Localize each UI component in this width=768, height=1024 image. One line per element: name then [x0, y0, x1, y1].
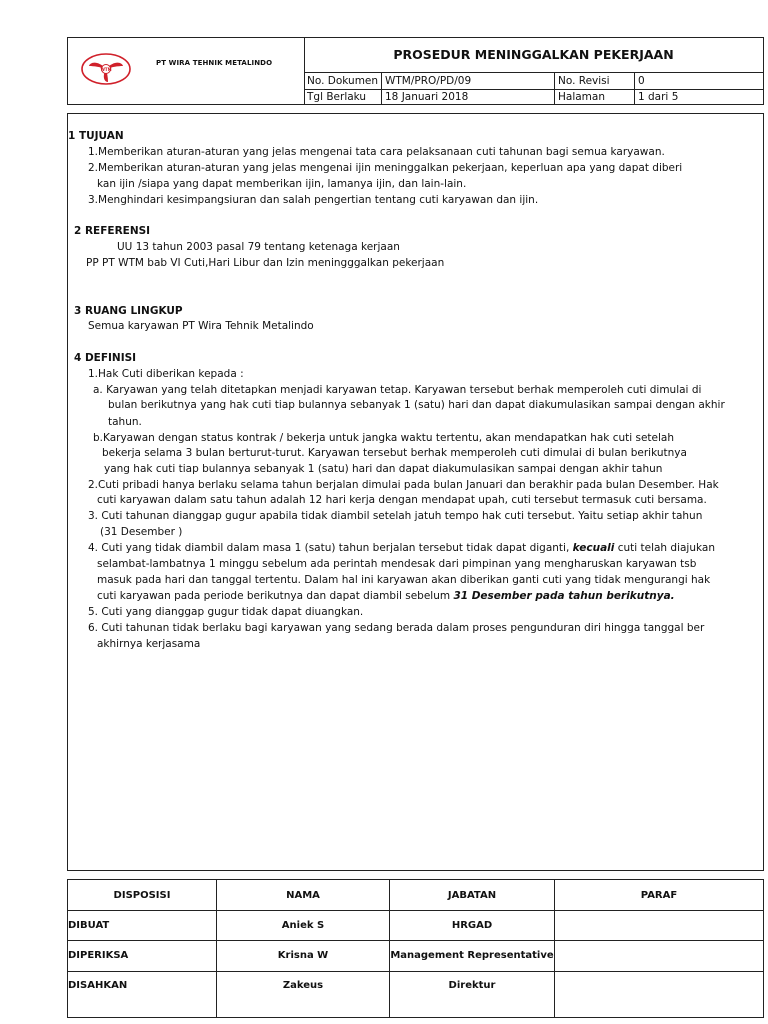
document-header [67, 37, 764, 105]
definisi-text: 4. Cuti yang tidak diambil dalam masa 1 (satu) tahun berjalan tersebut tidak dapat diganti, [88, 542, 573, 554]
section-tujuan-title: 1 TUJUAN [68, 130, 124, 142]
definisi-line: 6. Cuti tahunan tidak berlaku bagi karyawan yang sedang berada dalam proses pengunduran diri hingga tanggal ber [88, 622, 705, 634]
nama-cell: Zakeus [217, 971, 390, 1017]
definisi-line: 2.Cuti pribadi hanya berlaku selama tahun berjalan dimulai pada bulan Januari dan berakhir pada bulan Desember. Hak [88, 479, 719, 491]
section-definisi-title: 4 DEFINISI [74, 352, 137, 364]
doc-number-label: No. Dokumen [304, 73, 382, 89]
disposisi-cell: DIPERIKSA [68, 940, 217, 971]
table-row [68, 971, 763, 1017]
effective-date-value: 18 Januari 2018 [382, 89, 555, 105]
col-paraf: PARAF [640, 889, 678, 901]
nama-cell: Krisna W [217, 940, 390, 971]
logo-cell [68, 38, 305, 104]
paraf-cell [555, 940, 763, 971]
paraf-cell [555, 971, 763, 1017]
logo-text: WTM [100, 66, 112, 72]
document-body [67, 113, 764, 871]
company-name: PT WIRA TEHNIK METALINDO [156, 59, 273, 67]
tujuan-item-2: 2.Memberikan aturan-aturan yang jelas mengenai ijin meninggalkan pekerjaan, keperluan apa yang dapat diberi [88, 162, 683, 174]
table-row [68, 940, 763, 972]
company-logo [80, 52, 132, 86]
document-title: PROSEDUR MENINGGALKAN PEKERJAAN [304, 38, 763, 73]
definisi-text: cuti telah diajukan [614, 542, 715, 554]
paraf-cell [555, 910, 763, 940]
ruang-lingkup-text: Semua karyawan PT Wira Tehnik Metalindo [88, 320, 314, 332]
signature-header-row [68, 880, 763, 911]
disposisi-cell: DIBUAT [68, 910, 217, 940]
nama-cell: Aniek S [217, 910, 390, 940]
table-row [68, 910, 763, 941]
tujuan-item-3: 3.Menghindari kesimpangsiuran dan salah pengertian tentang cuti karyawan dan ijin. [88, 194, 539, 206]
definisi-line: cuti karyawan dalam satu tahun adalah 12 hari kerja dengan mendapat upah, cuti tersebut termasuk cuti bersama. [97, 494, 707, 506]
definisi-line: selambat-lambatnya 1 minggu sebelum ada perintah mendesak dari pimpinan yang mengharuskan karyawan tsb [97, 558, 697, 570]
col-jabatan: JABATAN [390, 880, 555, 910]
revision-value: 0 [638, 75, 645, 87]
definisi-line: yang hak cuti tiap bulannya sebanyak 1 (satu) hari dan dapat diakumulasikan sampai dengan akhir tahun [104, 463, 663, 475]
meta-row-document [304, 73, 763, 90]
page-value: 1 dari 5 [638, 91, 679, 103]
definisi-line: 1.Hak Cuti diberikan kepada : [88, 368, 244, 380]
definisi-line: 5. Cuti yang dianggap gugur tidak dapat diuangkan. [88, 606, 364, 618]
jabatan-cell: Management Representative [390, 940, 555, 971]
page-label: Halaman [555, 89, 635, 105]
emphasis-kecuali: kecuali [572, 542, 615, 554]
tujuan-item-2-cont: kan ijin /siapa yang dapat memberikan ijin, lamanya ijin, dan lain-lain. [97, 178, 467, 190]
col-disposisi: DISPOSISI [68, 880, 217, 910]
meta-row-date [304, 89, 763, 105]
referensi-item-2: PP PT WTM bab VI Cuti,Hari Libur dan Izin meningggalkan pekerjaan [86, 257, 445, 269]
jabatan-cell: HRGAD [390, 910, 555, 940]
tujuan-item-1: 1.Memberikan aturan-aturan yang jelas mengenai tata cara pelaksanaan cuti tahunan bagi semua karyawan. [88, 146, 665, 158]
definisi-line: b.Karyawan dengan status kontrak / bekerja untuk jangka waktu tertentu, akan mendapatkan hak cuti setelah [93, 432, 675, 444]
emphasis-deadline: 31 Desember pada tahun berikutnya. [453, 590, 675, 602]
definisi-line: akhirnya kerjasama [97, 638, 201, 650]
definisi-line: bulan berikutnya yang hak cuti tiap bulannya sebanyak 1 (satu) hari dan dapat diakumulasikan sampai dengan akhir [108, 399, 725, 411]
definisi-line: (31 Desember ) [100, 526, 183, 538]
definisi-line: masuk pada hari dan tanggal tertentu. Dalam hal ini karyawan akan diberikan ganti cuti yang tidak mengurangi hak [97, 574, 711, 586]
definisi-line [97, 589, 675, 603]
effective-date-label: Tgl Berlaku [304, 89, 382, 105]
doc-number-value: WTM/PRO/PD/09 [382, 73, 555, 89]
definisi-line [88, 541, 715, 555]
definisi-line: 3. Cuti tahunan dianggap gugur apabila tidak diambil setelah jatuh tempo hak cuti tersebut. Yaitu setiap akhir tahun [88, 510, 703, 522]
referensi-item-1: UU 13 tahun 2003 pasal 79 tentang ketenaga kerjaan [117, 241, 400, 253]
definisi-line: bekerja selama 3 bulan berturut-turut. Karyawan tersebut berhak memperoleh cuti dimulai di bulan berikutnya [102, 447, 687, 459]
section-referensi-title: 2 REFERENSI [74, 225, 151, 237]
section-ruang-lingkup-title: 3 RUANG LINGKUP [74, 305, 183, 317]
definisi-line: tahun. [108, 416, 142, 428]
definisi-line: a. Karyawan yang telah ditetapkan menjadi karyawan tetap. Karyawan tersebut berhak memperoleh cuti dimulai di [93, 384, 702, 396]
signature-table [67, 879, 764, 1018]
definisi-text: cuti karyawan pada periode berikutnya dan dapat diambil sebelum [97, 590, 454, 602]
col-nama: NAMA [217, 880, 390, 910]
revision-label: No. Revisi [555, 73, 635, 89]
jabatan-cell: Direktur [390, 971, 555, 1017]
disposisi-cell: DISAHKAN [68, 971, 217, 1017]
